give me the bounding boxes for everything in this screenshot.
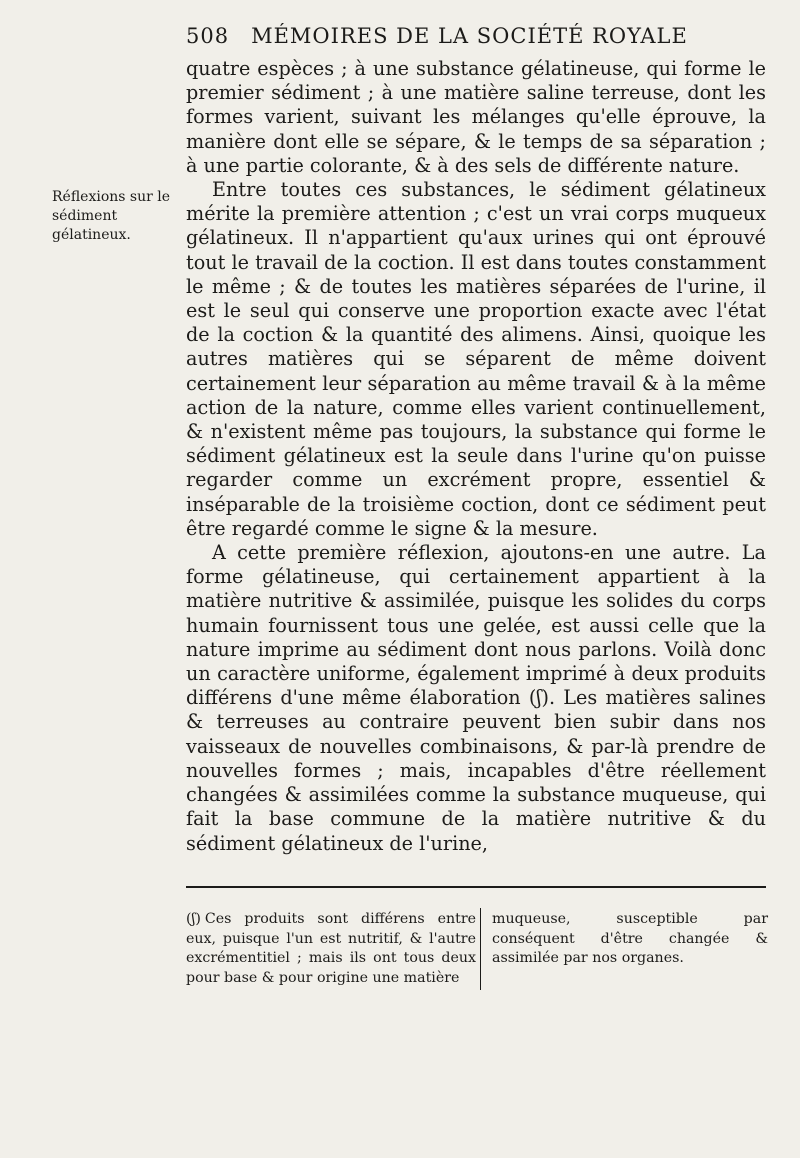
footnote-left-column — [186, 910, 476, 988]
footnote-left-text: Ces produits sont différens entre eux, puisque l'un est nutritif, & l'autre excrémentitiel ; mais ils ont tous deux pour base & pour origine une matière — [186, 911, 476, 986]
paragraph: Entre toutes ces substances, le sédiment gélatineux mérite la première attention ; c'est un vrai corps muqueux gélatineux. Il n'appartient qu'aux urines qui ont éprouvé tout le travail de la coction. Il est dans toutes constamment le même ; & de toutes les matières séparées de l'urine, il est le seul qui conserve une proportion exacte avec l'état de la coction & la quantité des alimens. Ainsi, quoique les autres matières qui se séparent de même doivent certainement leur séparation au même travail & à la même action de la nature, comme elles varient continuellement, & n'existent même pas toujours, la substance qui forme le sédiment gélatineux est la seule dans l'urine qu'on puisse regarder comme un excrément propre, essentiel & inséparable de la troisième coction, dont ce sédiment peut être regardé comme le signe & la mesure. — [186, 178, 766, 540]
margin-note: Réflexions sur le sédiment gélatineux. — [52, 189, 171, 243]
paragraph: A cette première réflexion, ajoutons-en une autre. La forme gélatineuse, qui certainement appartient à la matière nutritive & assimilée, puisque les solides du corps humain fournissent tous une gelée, est aussi celle que la nature imprime au sédiment dont nous parlons. Voilà donc un caractère uniforme, également imprimé à deux produits différens d'une même élaboration (ʃ). Les matières salines & terreuses au contraire peuvent bien subir dans nos vaisseaux de nouvelles combinaisons, & par-là prendre de nouvelles formes ; mais, incapables d'être réellement changées & assimilées comme la substance muqueuse, qui fait la base commune de la matière nutritive & du sédiment gélatineux de l'urine, — [186, 541, 766, 855]
footnote-rule — [186, 886, 766, 888]
paragraph: quatre espèces ; à une substance gélatineuse, qui forme le premier sédiment ; à une matière saline terreuse, dont les formes varient, suivant les mélanges qu'elle éprouve, la manière dont elle se sépare, & le temps de sa séparation ; à une partie colorante, & à des sels de différente nature. — [186, 57, 766, 177]
footnote-mark: (ʃ) — [186, 911, 201, 927]
running-title: MÉMOIRES DE LA SOCIÉTÉ ROYALE — [251, 24, 688, 48]
page-number: 508 — [186, 24, 230, 48]
main-text — [186, 57, 766, 856]
footnote-column-divider — [480, 908, 481, 990]
running-header — [186, 24, 786, 48]
footnote-right-column: muqueuse, susceptible par conséquent d'être changée & assimilée par nos organes. — [492, 911, 768, 966]
